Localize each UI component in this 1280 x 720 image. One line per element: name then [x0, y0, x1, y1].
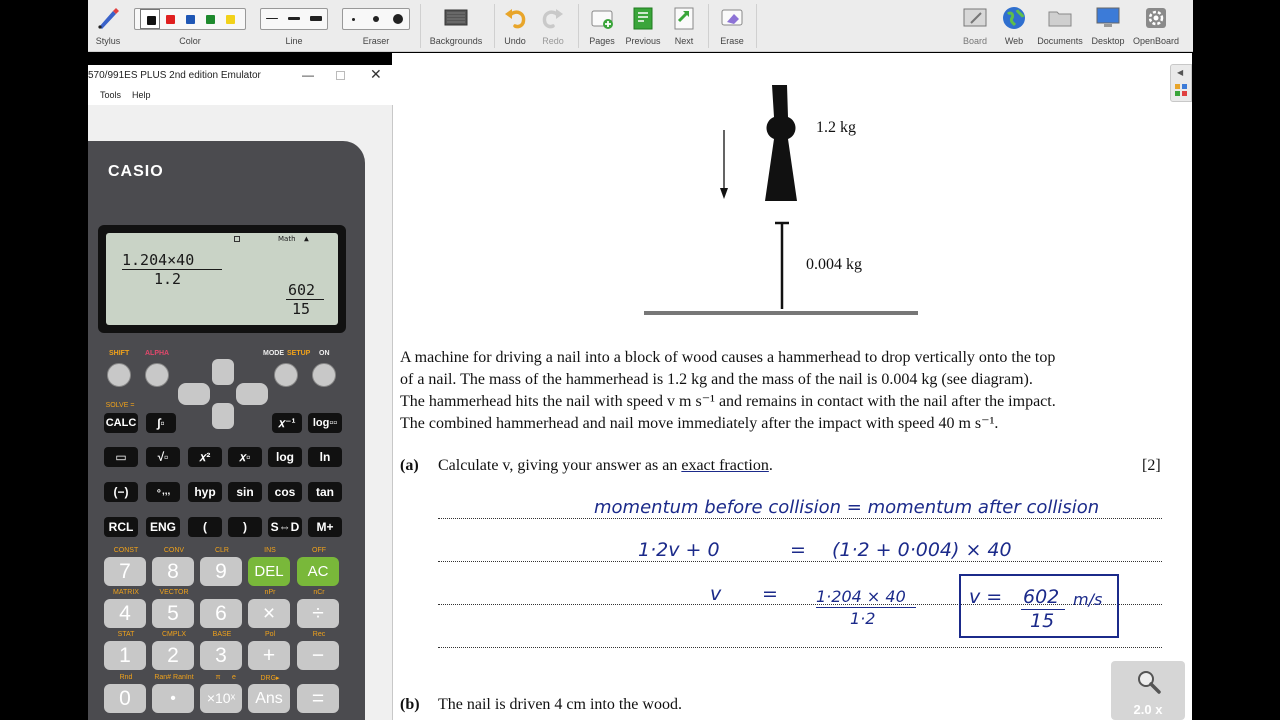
part-b-question: The nail is driven 4 cm into the wood. [438, 696, 682, 713]
sqrt-key[interactable]: √▫ [146, 447, 180, 467]
alpha-key[interactable] [145, 363, 169, 387]
library-icon [1174, 83, 1188, 97]
eraser-tool [340, 0, 412, 52]
clr-label: CLR [214, 547, 229, 554]
toolbar-divider [756, 4, 757, 48]
handwritten-v: v [710, 583, 722, 605]
line-widths [260, 8, 328, 30]
erase-button[interactable] [714, 0, 750, 52]
shift-key[interactable] [107, 363, 131, 387]
toolbar-divider [494, 4, 495, 48]
menu-tools[interactable]: Tools [100, 90, 122, 100]
toolbar-divider [708, 4, 709, 48]
multiply-key[interactable]: × [248, 599, 290, 628]
folder-icon [1047, 5, 1073, 31]
cos-key[interactable]: cos [268, 482, 302, 502]
key-9[interactable]: 9 [200, 557, 242, 586]
calculator-menubar [88, 87, 393, 105]
handwritten-momentum-after: (1·2 + 0·004) × 40 [832, 539, 1012, 561]
casio-logo: CASIO [108, 163, 164, 180]
answer-line [438, 518, 1162, 519]
matrix-label: MATRIX [113, 589, 139, 596]
documents-button[interactable] [1034, 0, 1086, 52]
board-label: Board [962, 36, 988, 46]
mode-label: MODE [263, 350, 284, 357]
setup-label: SETUP [287, 350, 311, 357]
display-input-denominator: 1.2 [154, 270, 182, 288]
ran-label: Ran# RanInt [154, 674, 194, 681]
zoom-indicator[interactable] [1111, 661, 1185, 720]
web-button[interactable] [998, 0, 1030, 52]
previous-label: Previous [625, 36, 661, 46]
globe-icon [1001, 5, 1027, 31]
handwritten-line-1: momentum before collision = momentum after collision [594, 497, 1100, 518]
question-line-4: The combined hammerhead and nail move immediately after the impact with speed 40 m s⁻¹. [400, 415, 999, 432]
undo-button[interactable] [496, 0, 534, 52]
backgrounds-button[interactable] [424, 0, 488, 52]
toolbar-divider [420, 4, 421, 48]
npr-label: nPr [264, 589, 276, 596]
line-label: Line [285, 36, 303, 46]
pages-label: Pages [589, 36, 615, 46]
ncr-label: nCr [313, 589, 325, 596]
redo-label: Redo [542, 36, 564, 46]
del-key[interactable]: DEL [248, 557, 290, 586]
previous-page-icon [630, 5, 656, 31]
calc-key[interactable]: CALC [104, 413, 138, 433]
display-frame [98, 225, 346, 333]
board-button[interactable] [954, 0, 996, 52]
color-tool [132, 0, 248, 52]
openboard-toolbar [88, 0, 1193, 52]
backgrounds-icon [443, 5, 469, 31]
erase-label: Erase [720, 36, 744, 46]
part-a-text: Calculate v, giving your answer as an [438, 457, 682, 474]
stylus-label: Stylus [95, 36, 121, 46]
handwritten-momentum-before: 1·2v + 0 [638, 539, 720, 561]
solve-label: SOLVE = [105, 402, 135, 409]
power-key[interactable]: 𝑥▫ [228, 447, 262, 467]
answer-denominator: 15 [1030, 610, 1055, 632]
desktop-button[interactable] [1088, 0, 1128, 52]
shift-label: SHIFT [109, 350, 130, 357]
hammer-mass-label: 1.2 kg [816, 119, 856, 136]
color-swatches [134, 8, 246, 30]
calculator-emulator-window[interactable] [88, 65, 393, 720]
const-label: CONST [113, 547, 139, 554]
key-6[interactable]: 6 [200, 599, 242, 628]
inverse-key[interactable]: 𝑥⁻¹ [272, 413, 302, 433]
conv-label: CONV [163, 547, 185, 554]
add-page-icon [589, 5, 615, 31]
previous-page-button[interactable] [622, 0, 664, 52]
math-mode-indicator: Math [278, 235, 296, 243]
on-label: ON [319, 350, 330, 357]
handwritten-fraction-numerator: 1·204 × 40 [816, 587, 906, 606]
part-a-marks: [2] [1142, 457, 1161, 474]
ans-key[interactable]: Ans [248, 684, 290, 713]
eraser-label: Eraser [362, 36, 390, 46]
eraser-medium[interactable] [365, 9, 387, 29]
eraser-small[interactable] [343, 9, 365, 29]
vector-label: VECTOR [159, 589, 189, 596]
redo-button[interactable] [534, 0, 572, 52]
fraction-key[interactable]: ▭ [104, 447, 138, 467]
close-button[interactable]: ✕ [370, 66, 382, 82]
openboard-label: OpenBoard [1132, 36, 1180, 46]
pol-label: Pol [264, 631, 276, 638]
hammerhead-shape [765, 85, 797, 201]
desktop-label: Desktop [1091, 36, 1125, 46]
part-a-underlined-text: exact fraction [681, 457, 769, 474]
mode-key[interactable] [274, 363, 298, 387]
tan-key[interactable]: tan [308, 482, 342, 502]
negative-key[interactable]: (−) [104, 482, 138, 502]
integral-key[interactable]: ∫▫ [146, 413, 176, 433]
decimal-point-key[interactable]: • [152, 684, 194, 713]
key-0[interactable]: 0 [104, 684, 146, 713]
cursor-indicator [234, 236, 240, 242]
calculator-display [106, 233, 338, 325]
pages-button[interactable] [584, 0, 620, 52]
calculator-body [88, 141, 365, 720]
answer-unit: m/s [1073, 590, 1103, 609]
left-paren-key[interactable]: ( [188, 517, 222, 537]
m-plus-key[interactable]: M+ [308, 517, 342, 537]
divide-key[interactable]: ÷ [297, 599, 339, 628]
answer-line [438, 647, 1162, 648]
documents-label: Documents [1037, 36, 1083, 46]
stylus-icon [95, 5, 121, 31]
log-base-key[interactable]: log▫▫ [308, 413, 342, 433]
on-key[interactable] [312, 363, 336, 387]
answer-numerator: 602 [1023, 586, 1060, 608]
dpad-left[interactable] [178, 383, 210, 405]
toolbar-divider [578, 4, 579, 48]
base-label: BASE [212, 631, 232, 638]
key-1[interactable]: 1 [104, 641, 146, 670]
handwritten-equals: = [790, 539, 806, 561]
part-a-question [438, 455, 773, 477]
document-page[interactable] [392, 53, 1192, 720]
hammer-nail-diagram [632, 77, 932, 322]
question-line-2: of a nail. The mass of the hammerhead is 1.2 kg and the mass of the nail is 0.004 kg (see diagram). [400, 371, 1033, 388]
maximize-button[interactable] [336, 71, 345, 80]
monitor-icon [1095, 5, 1121, 31]
erase-icon [719, 5, 745, 31]
line-thin[interactable] [261, 9, 283, 29]
web-label: Web [1004, 36, 1024, 46]
next-page-icon [671, 5, 697, 31]
key-2[interactable]: 2 [152, 641, 194, 670]
answer-v-label: v = [969, 586, 1003, 608]
magnifier-icon [1136, 669, 1162, 695]
nail-mass-label: 0.004 kg [806, 256, 862, 273]
undo-icon [502, 5, 528, 31]
log-key[interactable]: log [268, 447, 302, 467]
ac-key[interactable]: AC [297, 557, 339, 586]
stylus-tool[interactable] [88, 0, 128, 52]
key-5[interactable]: 5 [152, 599, 194, 628]
question-line-1: A machine for driving a nail into a block of wood causes a hammerhead to drop vertically onto the top [400, 349, 1056, 366]
key-7[interactable]: 7 [104, 557, 146, 586]
calculator-titlebar[interactable] [88, 65, 393, 87]
dpad-right[interactable] [236, 383, 268, 405]
collapse-arrow-icon: ◀ [1177, 68, 1184, 77]
dpad-down[interactable] [212, 403, 234, 429]
exponent-key[interactable]: ×10ˣ [200, 684, 242, 713]
color-swatch-green[interactable] [200, 9, 220, 29]
board-icon [962, 5, 988, 31]
key-4[interactable]: 4 [104, 599, 146, 628]
part-b-label: (b) [400, 696, 420, 713]
color-label: Color [179, 36, 201, 46]
scroll-up-indicator: ▲ [304, 234, 309, 243]
zoom-level: 2.0 x [1133, 702, 1163, 717]
openboard-menu-button[interactable] [1130, 0, 1182, 52]
display-result-denominator: 15 [292, 300, 311, 318]
gear-icon [1143, 5, 1169, 31]
cmplx-label: CMPLX [161, 631, 187, 638]
off-label: OFF [312, 547, 326, 554]
s-to-d-key[interactable]: S⇔D [268, 517, 302, 537]
rec-label: Rec [312, 631, 326, 638]
square-key[interactable]: 𝑥² [188, 447, 222, 467]
menu-help[interactable]: Help [132, 90, 151, 100]
line-thick[interactable] [305, 9, 327, 29]
stat-label: STAT [117, 631, 135, 638]
line-tool [258, 0, 330, 52]
key-3[interactable]: 3 [200, 641, 242, 670]
alpha-label: ALPHA [145, 350, 170, 357]
direction-arrow-head [720, 188, 728, 199]
next-label: Next [674, 36, 694, 46]
color-swatch-blue[interactable] [180, 9, 200, 29]
library-panel-toggle[interactable] [1170, 64, 1192, 102]
equals-key[interactable]: = [297, 684, 339, 713]
display-result-numerator: 602 [288, 281, 316, 299]
minimize-button[interactable]: — [302, 68, 314, 82]
right-paren-key[interactable]: ) [228, 517, 262, 537]
drg-label: DRG▸ [260, 675, 280, 682]
question-line-3: The hammerhead hits the nail with speed v m s⁻¹ and remains in contact with the nail after the impact. [400, 393, 1056, 410]
eraser-large[interactable] [387, 9, 409, 29]
plus-key[interactable]: + [248, 641, 290, 670]
key-8[interactable]: 8 [152, 557, 194, 586]
calculator-title: 570/991ES PLUS 2nd edition Emulator [88, 70, 261, 81]
handwritten-equals: = [762, 583, 778, 605]
line-medium[interactable] [283, 9, 305, 29]
pi-label: π [215, 674, 221, 681]
rnd-label: Rnd [119, 674, 133, 681]
next-page-button[interactable] [666, 0, 702, 52]
backgrounds-label: Backgrounds [429, 36, 483, 46]
eraser-sizes [342, 8, 410, 30]
eng-key[interactable]: ENG [146, 517, 180, 537]
dpad-up[interactable] [212, 359, 234, 385]
sin-key[interactable]: sin [228, 482, 262, 502]
e-label: e [232, 674, 236, 681]
hyp-key[interactable]: hyp [188, 482, 222, 502]
answer-line [438, 561, 1162, 562]
answer-box [959, 574, 1119, 638]
ln-key[interactable]: ln [308, 447, 342, 467]
color-swatch-red[interactable] [160, 9, 180, 29]
undo-label: Undo [504, 36, 526, 46]
degree-key[interactable]: ∘,,, [146, 482, 180, 502]
color-swatch-black[interactable] [140, 9, 160, 29]
part-a-text-end: . [768, 457, 773, 474]
color-swatch-yellow[interactable] [220, 9, 240, 29]
minus-key[interactable]: − [297, 641, 339, 670]
rcl-key[interactable]: RCL [104, 517, 138, 537]
ins-label: INS [264, 547, 276, 554]
redo-icon [540, 5, 566, 31]
replay-dpad[interactable] [178, 359, 268, 427]
display-input-numerator: 1.204×40 [122, 251, 195, 269]
part-a-label: (a) [400, 457, 419, 474]
handwritten-fraction-denominator: 1·2 [850, 609, 876, 628]
handwritten-fraction-bar [816, 607, 916, 608]
